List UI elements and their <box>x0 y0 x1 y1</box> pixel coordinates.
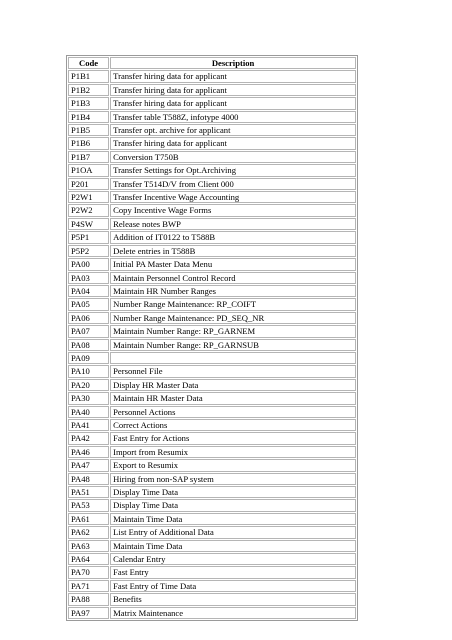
description-cell: Personnel Actions <box>110 406 356 418</box>
table-row <box>68 151 356 163</box>
description-cell: Transfer T514D/V from Client 000 <box>110 178 356 190</box>
table-row <box>68 325 356 337</box>
table-row <box>68 111 356 123</box>
table-row <box>68 124 356 136</box>
code-cell: PA71 <box>68 580 109 592</box>
table-row <box>68 580 356 592</box>
description-cell: Personnel File <box>110 365 356 377</box>
code-cell: P4SW <box>68 218 109 230</box>
code-cell: P5P1 <box>68 231 109 243</box>
code-cell: PA46 <box>68 446 109 458</box>
table-row <box>68 473 356 485</box>
code-cell: P5P2 <box>68 245 109 257</box>
code-cell: P1B7 <box>68 151 109 163</box>
description-cell: Conversion T750B <box>110 151 356 163</box>
code-cell: PA41 <box>68 419 109 431</box>
table-row <box>68 298 356 310</box>
table-row <box>68 218 356 230</box>
code-cell: PA20 <box>68 379 109 391</box>
code-cell: PA88 <box>68 593 109 605</box>
table-row <box>68 285 356 297</box>
table-row <box>68 459 356 471</box>
code-cell: P1B4 <box>68 111 109 123</box>
description-cell <box>110 352 356 364</box>
table-row <box>68 607 356 619</box>
description-cell: Fast Entry of Time Data <box>110 580 356 592</box>
table-body <box>68 70 356 619</box>
table-row <box>68 379 356 391</box>
description-cell: Fast Entry for Actions <box>110 432 356 444</box>
code-cell: PA05 <box>68 298 109 310</box>
description-cell: Display Time Data <box>110 499 356 511</box>
code-cell: PA00 <box>68 258 109 270</box>
code-cell: PA40 <box>68 406 109 418</box>
transaction-code-table <box>66 55 358 621</box>
header-description: Description <box>110 57 356 69</box>
table-row <box>68 258 356 270</box>
code-cell: PA47 <box>68 459 109 471</box>
code-cell: PA97 <box>68 607 109 619</box>
description-cell: Copy Incentive Wage Forms <box>110 204 356 216</box>
table-row <box>68 191 356 203</box>
description-cell: Maintain HR Master Data <box>110 392 356 404</box>
code-cell: PA09 <box>68 352 109 364</box>
table-row <box>68 70 356 82</box>
description-cell: Transfer opt. archive for applicant <box>110 124 356 136</box>
description-cell: Transfer Incentive Wage Accounting <box>110 191 356 203</box>
code-cell: P1B3 <box>68 97 109 109</box>
table-row <box>68 204 356 216</box>
code-cell: P2W1 <box>68 191 109 203</box>
table-row <box>68 137 356 149</box>
description-cell: Calendar Entry <box>110 553 356 565</box>
code-cell: PA08 <box>68 339 109 351</box>
code-cell: PA63 <box>68 540 109 552</box>
code-cell: P1B2 <box>68 84 109 96</box>
code-cell: PA51 <box>68 486 109 498</box>
description-cell: Addition of IT0122 to T588B <box>110 231 356 243</box>
code-cell: PA53 <box>68 499 109 511</box>
description-cell: Transfer hiring data for applicant <box>110 97 356 109</box>
table-row <box>68 486 356 498</box>
table-row <box>68 432 356 444</box>
table-row <box>68 499 356 511</box>
description-cell: Hiring from non-SAP system <box>110 473 356 485</box>
document-page <box>66 55 358 621</box>
description-cell: Import from Resumix <box>110 446 356 458</box>
description-cell: Transfer Settings for Opt.Archiving <box>110 164 356 176</box>
description-cell: Display HR Master Data <box>110 379 356 391</box>
table-row <box>68 419 356 431</box>
table-row <box>68 272 356 284</box>
description-cell: Maintain Number Range: RP_GARNEM <box>110 325 356 337</box>
description-cell: Fast Entry <box>110 566 356 578</box>
code-cell: PA10 <box>68 365 109 377</box>
table-row <box>68 566 356 578</box>
table-row <box>68 97 356 109</box>
code-cell: PA70 <box>68 566 109 578</box>
table-header-row <box>68 57 356 69</box>
header-code: Code <box>68 57 109 69</box>
table-row <box>68 593 356 605</box>
description-cell: Number Range Maintenance: PD_SEQ_NR <box>110 312 356 324</box>
description-cell: Export to Resumix <box>110 459 356 471</box>
table-row <box>68 526 356 538</box>
table-row <box>68 540 356 552</box>
code-cell: PA03 <box>68 272 109 284</box>
code-cell: PA62 <box>68 526 109 538</box>
description-cell: Matrix Maintenance <box>110 607 356 619</box>
description-cell: Correct Actions <box>110 419 356 431</box>
description-cell: Benefits <box>110 593 356 605</box>
table-row <box>68 312 356 324</box>
code-cell: PA48 <box>68 473 109 485</box>
description-cell: Initial PA Master Data Menu <box>110 258 356 270</box>
description-cell: Number Range Maintenance: RP_COIFT <box>110 298 356 310</box>
description-cell: Transfer table T588Z, infotype 4000 <box>110 111 356 123</box>
description-cell: List Entry of Additional Data <box>110 526 356 538</box>
code-cell: PA06 <box>68 312 109 324</box>
code-cell: P1OA <box>68 164 109 176</box>
table-row <box>68 352 356 364</box>
description-cell: Maintain Personnel Control Record <box>110 272 356 284</box>
description-cell: Maintain Time Data <box>110 540 356 552</box>
code-cell: P2W2 <box>68 204 109 216</box>
description-cell: Maintain HR Number Ranges <box>110 285 356 297</box>
description-cell: Maintain Number Range: RP_GARNSUB <box>110 339 356 351</box>
table-row <box>68 164 356 176</box>
table-row <box>68 178 356 190</box>
table-row <box>68 231 356 243</box>
code-cell: PA30 <box>68 392 109 404</box>
table-row <box>68 392 356 404</box>
code-cell: P201 <box>68 178 109 190</box>
table-row <box>68 513 356 525</box>
code-cell: P1B5 <box>68 124 109 136</box>
table-row <box>68 84 356 96</box>
code-cell: PA64 <box>68 553 109 565</box>
code-cell: P1B1 <box>68 70 109 82</box>
description-cell: Release notes BWP <box>110 218 356 230</box>
code-cell: PA42 <box>68 432 109 444</box>
code-cell: PA07 <box>68 325 109 337</box>
description-cell: Maintain Time Data <box>110 513 356 525</box>
code-cell: P1B6 <box>68 137 109 149</box>
description-cell: Display Time Data <box>110 486 356 498</box>
table-row <box>68 553 356 565</box>
description-cell: Delete entries in T588B <box>110 245 356 257</box>
table-row <box>68 365 356 377</box>
table-row <box>68 406 356 418</box>
code-cell: PA04 <box>68 285 109 297</box>
table-row <box>68 245 356 257</box>
code-cell: PA61 <box>68 513 109 525</box>
description-cell: Transfer hiring data for applicant <box>110 84 356 96</box>
description-cell: Transfer hiring data for applicant <box>110 137 356 149</box>
description-cell: Transfer hiring data for applicant <box>110 70 356 82</box>
table-row <box>68 339 356 351</box>
table-row <box>68 446 356 458</box>
